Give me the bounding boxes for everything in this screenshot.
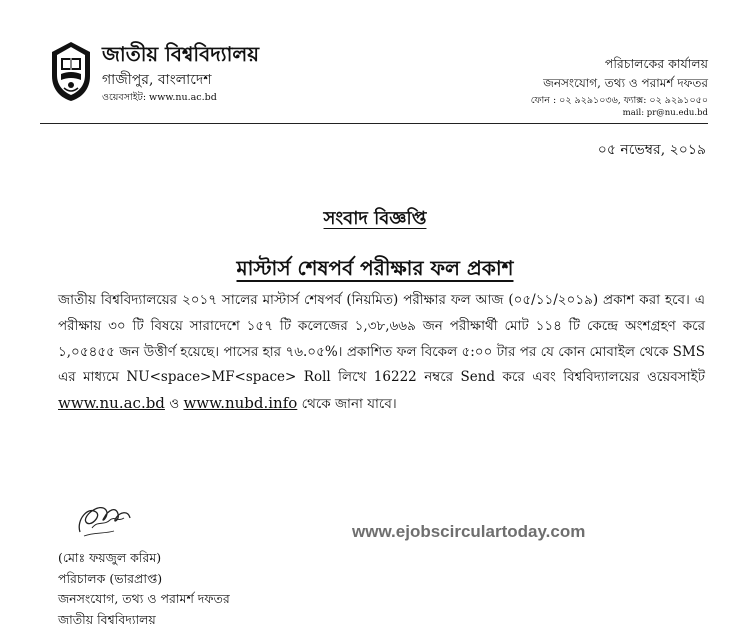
university-logo-icon [48,40,94,102]
nu-website-link[interactable]: www.nu.ac.bd [58,394,165,413]
signatory-designation: পরিচালক (ভারপ্রাপ্ত) [58,570,163,586]
notice-date: ০৫ নভেম্বর, ২০১৯ [597,142,706,158]
header-divider [40,123,708,124]
signatory-university: জাতীয় বিশ্ববিদ্যালয় [58,611,156,627]
signature-icon [74,498,136,540]
signatory-name: (মোঃ ফয়জুল করিম) [58,550,162,565]
university-name: জাতীয় বিশ্ববিদ্যালয় [102,42,260,66]
notice-heading-text: সংবাদ বিজ্ঞপ্তি [323,208,427,229]
nubd-website-link[interactable]: www.nubd.info [183,394,298,413]
office-department: জনসংযোগ, তথ্য ও পরামর্শ দফতর [543,76,708,90]
signatory-department: জনসংযোগ, তথ্য ও পরামর্শ দফতর [58,591,230,606]
office-email: mail: pr@nu.edu.bd [622,108,708,118]
office-title: পরিচালকের কার্যালয় [604,56,708,71]
university-website: ওয়েবসাইট: www.nu.ac.bd [102,92,217,103]
notice-heading [0,204,750,235]
notice-subject-text: মাস্টার্স শেষপর্ব পরীক্ষার ফল প্রকাশ [236,256,514,280]
body-text-part1: জাতীয় বিশ্ববিদ্যালয়ের ২০১৭ সালের মাস্টার্স শেষপর্ব (নিয়মিত) পরীক্ষার ফল আজ (০৫/১১/২০১৯) প্রকাশ করা হবে। এ পরীক্ষায় ৩০ টি বিষয়ে সারাদেশে ১৫৭ টি কলেজের ১,৩৮,৬৬৯ জন পরীক্ষার্থী মোট ১১৪ টি কেন্দ্রে অংশগ্রহণ করে ১,০৫৪৫৫ জন উত্তীর্ণ হয়েছে। পাসের হার ৭৬.০৫%। প্রকাশিত ফল বিকেল ৫:০০ টার পর যে কোন মোবাইল থেকে SMS এর মাধ্যমে NU<space>MF<space> Roll লিখে 16222 নম্বরে Send করে এবং বিশ্ববিদ্যালয়ের ওয়েবসাইট [58,292,705,386]
office-phone: ফোন : ০২ ৯২৯১০৩৬, ফ্যাক্স: ০২ ৯২৯১০৫০ [530,95,708,106]
signatory-block [58,548,230,630]
notice-body [58,288,705,418]
notice-subject [0,254,750,287]
source-watermark: www.ejobscirculartoday.com [352,522,586,541]
university-location: গাজীপুর, বাংলাদেশ [102,72,212,88]
body-conjunction: ও [169,396,180,413]
body-text-part2: থেকে জানা যাবে। [301,396,397,413]
